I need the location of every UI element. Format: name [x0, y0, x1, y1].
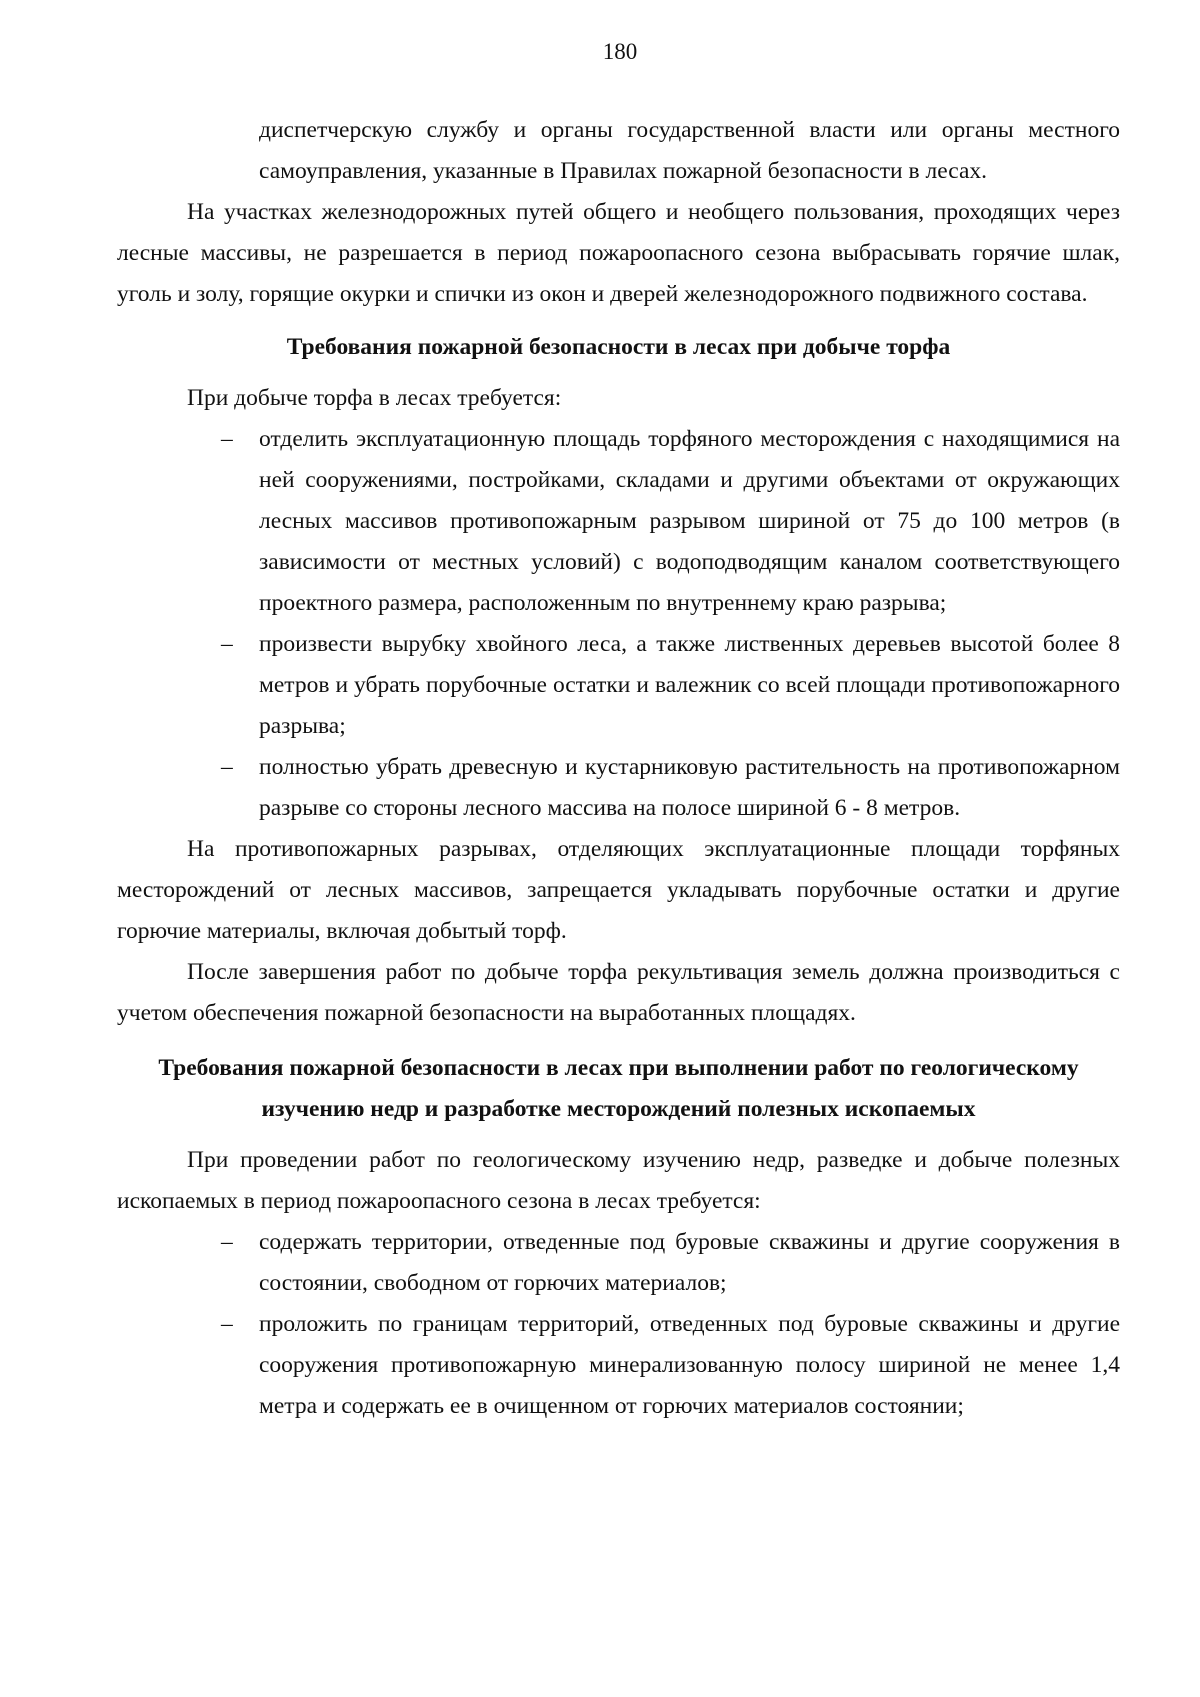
list-peat-requirements [117, 419, 1120, 829]
list-item-text: отделить эксплуатационную площадь торфяного месторождения с находящимися на ней сооружениями, постройками, складами и другими объектами от окружающих лесных массивов противопожарным разрывом шириной от 75 до 100 метров (в зависимости от местных условий) с водоподводящим каналом соответствующего проектного размера, расположенным по внутреннему краю разрыва; [259, 426, 1120, 616]
list-item-text: произвести вырубку хвойного леса, а также лиственных деревьев высотой более 8 метров и убрать порубочные остатки и валежник со всей площади противопожарного разрыва; [259, 631, 1120, 739]
list-geology-requirements [117, 1222, 1120, 1427]
paragraph-recultivation: После завершения работ по добыче торфа рекультивация земель должна производиться с учетом обеспечения пожарной безопасности на выработанных площадях. [117, 959, 1120, 1026]
heading-geology-line2: изучению недр и разработке месторождений полезных ископаемых [261, 1096, 976, 1122]
list-item [117, 419, 1120, 624]
list-item [117, 624, 1120, 747]
page-number: 180 [602, 39, 638, 64]
heading-geology [117, 1048, 1120, 1130]
dash-bullet: – [221, 1229, 233, 1255]
document-body [117, 110, 1120, 1427]
paragraph-railway: На участках железнодорожных путей общего и необщего пользования, проходящих через лесные массивы, не разрешается в период пожароопасного сезона выбрасывать горячие шлак, уголь и золу, горящие окурки и спички из окон и дверей железнодорожного подвижного состава. [117, 199, 1120, 307]
dash-bullet: – [221, 631, 233, 657]
paragraph-firebreaks: На противопожарных разрывах, отделяющих эксплуатационные площади торфяных месторождений от лесных массивов, запрещается укладывать порубочные остатки и другие горючие материалы, включая добытый торф. [117, 836, 1120, 944]
list-item [117, 1304, 1120, 1427]
paragraph-peat-lead: При добыче торфа в лесах требуется: [187, 385, 562, 411]
list-item-text: содержать территории, отведенные под буровые скважины и другие сооружения в состоянии, свободном от горючих материалов; [259, 1229, 1120, 1296]
dash-bullet: – [221, 754, 233, 780]
paragraph-intro-continuation: диспетчерскую службу и органы государственной власти или органы местного самоуправления, указанные в Правилах пожарной безопасности в лесах. [259, 117, 1120, 184]
list-item [117, 1222, 1120, 1304]
dash-bullet: – [221, 426, 233, 452]
dash-bullet: – [221, 1311, 233, 1337]
heading-geology-line1: Требования пожарной безопасности в лесах при выполнении работ по геологическому [158, 1055, 1079, 1081]
list-item-text: проложить по границам территорий, отведенных под буровые скважины и другие сооружения противопожарную минерализованную полосу шириной не менее 1,4 метра и содержать ее в очищенном от горючих материалов состоянии; [259, 1311, 1120, 1419]
heading-peat: Требования пожарной безопасности в лесах при добыче торфа [286, 334, 951, 360]
paragraph-geology-lead: При проведении работ по геологическому изучению недр, разведке и добыче полезных ископаемых в период пожароопасного сезона в лесах требуется: [117, 1147, 1120, 1214]
list-item [117, 747, 1120, 829]
list-item-text: полностью убрать древесную и кустарниковую растительность на противопожарном разрыве со стороны лесного массива на полосе шириной 6 - 8 метров. [259, 754, 1120, 821]
